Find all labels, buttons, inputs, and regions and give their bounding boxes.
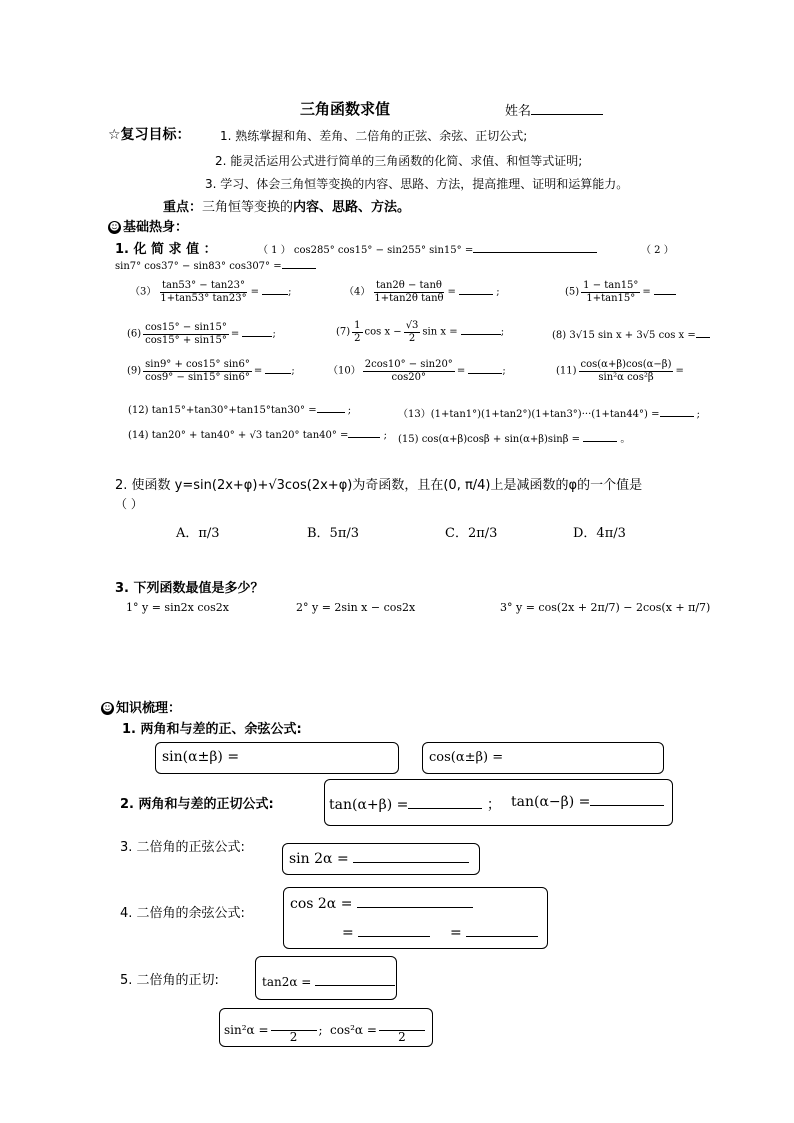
- problem-4: （4） $\frac{\tan 2\theta - \tan\theta}{\text{1+tan2θ tanθ}}$ = ;: [344, 280, 500, 304]
- name-field[interactable]: [505, 100, 603, 119]
- problem-6: (6) $\frac{\cos 15^\circ - \sin 15^\circ}{\cos 15^\circ + \sin 15^\circ}$ = ;: [127, 322, 276, 346]
- problem-8: (8) 3√15 sin x + 3√5 cos x =: [552, 330, 710, 341]
- option-a: A．π/3: [176, 526, 220, 541]
- goal-item: 3. 学习、体会三角恒等变换的内容、思路、方法，提高推理、证明和运算能力。: [205, 177, 629, 191]
- knowledge-5-title: 5. 二倍角的正切:: [120, 973, 219, 988]
- question-3-item: 1° y = sin2x cos2x: [126, 601, 229, 614]
- problem-7: (7) $\frac{1}{2}$ cos x − $\frac{√3}{2}$ sin x = ;: [336, 320, 505, 344]
- knowledge-2-title: 2. 两角和与差的正切公式:: [120, 797, 274, 812]
- knowledge-3-title: 3. 二倍角的正弦公式:: [120, 840, 245, 855]
- question-3-item: 2° y = 2sin x − cos2x: [296, 601, 416, 614]
- cos-double-formula-box[interactable]: cos 2α = = =: [283, 887, 548, 949]
- name-label: 姓名: [505, 104, 532, 119]
- tan-double-formula-box[interactable]: tan2α =: [255, 956, 397, 1000]
- problem-2: sin7° cos37° − sin83° cos307° =: [115, 261, 316, 272]
- sin-double-formula-box[interactable]: sin 2α =: [282, 843, 480, 875]
- option-d: D．4π/3: [573, 526, 626, 541]
- problem-1: （ 1 ） cos285° cos15° − sin255° sin15° =: [258, 241, 597, 256]
- problem-14: (14) tan20° + tan40° + √3 tan20° tan40° = ;: [128, 430, 387, 441]
- problem-2-number: （ 2 ）: [641, 245, 674, 256]
- cos-sum-formula-box[interactable]: cos(α±β) =: [422, 742, 664, 774]
- question-3-item: 3° y = cos(2x + 2π/7) − 2cos(x + π/7): [500, 601, 711, 614]
- goals-label: ☆复习目标：: [108, 127, 191, 143]
- option-c: C．2π/3: [445, 526, 498, 541]
- sin-sum-formula-box[interactable]: sin(α±β) =: [155, 742, 399, 774]
- question-2-answer-paren: （ ）: [115, 497, 143, 511]
- knowledge-heading: ☻ 知识梳理：: [102, 701, 182, 716]
- warmup-heading: ☻ 基础热身：: [109, 220, 189, 235]
- knowledge-4-title: 4. 二倍角的余弦公式:: [120, 906, 245, 921]
- problem-3: （3） $\frac{\tan 53^\circ - \tan 23^\circ}{1+\tan 53^\circ \tan 23^\circ}$ = ;: [130, 280, 292, 304]
- key-points: 重点：三角恒等变换的内容、思路、方法。: [163, 200, 411, 215]
- question-3: 3. 下列函数最值是多少？: [115, 581, 264, 596]
- smiley-icon: ☻: [109, 222, 120, 233]
- goal-item: 1. 熟练掌握和角、差角、二倍角的正弦、余弦、正切公式;: [220, 129, 528, 143]
- problem-9: (9) $\frac{\sin 9^\circ + \cos 15^\circ \sin 6^\circ}{\cos 9^\circ - \sin 15^\circ \sin 6^\circ}$ = ;: [127, 359, 295, 383]
- page-title: 三角函数求值: [300, 100, 391, 118]
- knowledge-1-title: 1. 两角和与差的正、余弦公式:: [122, 722, 302, 737]
- option-b: B．5π/3: [307, 526, 360, 541]
- q1-label: 1. 化 简 求 值 ：: [115, 242, 217, 257]
- problem-10: （10） $\frac{2\cos 10^\circ - \sin 20^\circ}{\cos 20^\circ}$ = ;: [328, 359, 506, 383]
- problem-5: (5) $\frac{1 - \tan 15^\circ}{1+\tan 15^\circ}$ =: [565, 280, 676, 304]
- tan-sum-formula-box[interactable]: tan(α+β) = ； tan(α−β) =: [324, 779, 673, 826]
- problem-11: (11) $\frac{\cos(\alpha+\beta)\cos(\alpha-\beta)}{\text{sin²α cos²β}}$ =: [556, 359, 684, 383]
- problem-12: (12) tan15°+tan30°+tan15°tan30° = ;: [128, 405, 352, 416]
- problem-15: (15) cos(α+β)cosβ + sin(α+β)sinβ = 。: [398, 434, 631, 445]
- question-2: 2. 使函数 y=sin(2x+φ)+√3cos(2x+φ)为奇函数，且在(0, π/4)上是减函数的φ的一个值是: [115, 478, 643, 493]
- goal-item: 2. 能灵活运用公式进行简单的三角函数的化简、求值、和恒等式证明;: [215, 154, 583, 168]
- square-reduction-formula-box[interactable]: sin²α = 2 ; cos²α = 2: [219, 1008, 433, 1047]
- problem-13: （13）(1+tan1°)(1+tan2°)(1+tan3°)···(1+tan44°) = ;: [398, 409, 701, 420]
- smiley-icon: ☻: [102, 703, 113, 714]
